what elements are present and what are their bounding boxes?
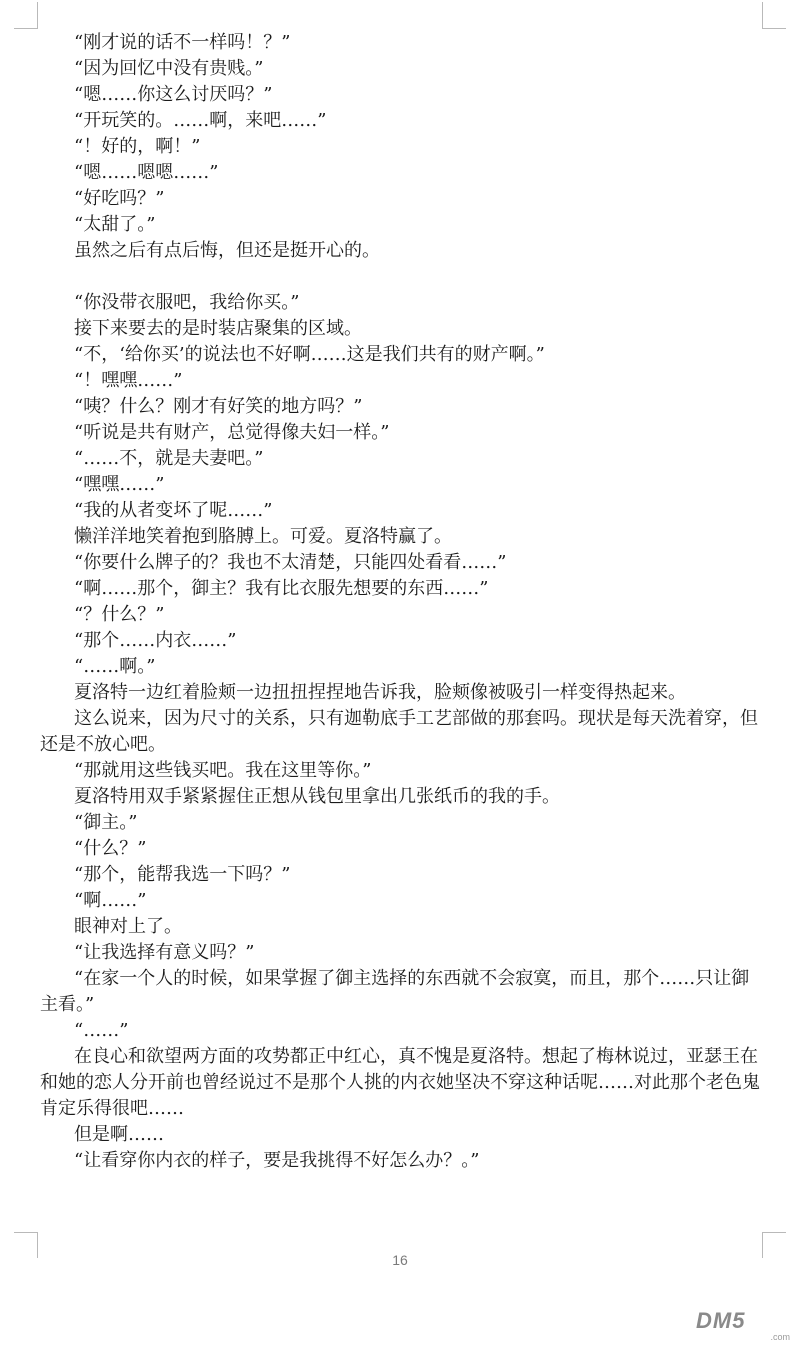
text-line: 夏洛特一边红着脸颊一边扭扭捏捏地告诉我，脸颊像被吸引一样变得热起来。 <box>74 682 686 703</box>
blank-line <box>40 264 760 290</box>
text-line: 虽然之后有点后悔，但还是挺开心的。 <box>74 240 380 261</box>
text-line: “啊……那个，御主？我有比衣服先想要的东西……” <box>74 578 489 599</box>
text-line: “不，‘给你买’的说法也不好啊……这是我们共有的财产啊。” <box>74 344 545 365</box>
text-line: “御主。” <box>74 812 138 833</box>
text-line: “……” <box>74 1020 129 1041</box>
text-line: “！好的，啊！” <box>74 136 201 157</box>
text-line: “你没带衣服吧，我给你买。” <box>74 292 300 313</box>
text-line: “让看穿你内衣的样子，要是我挑得不好怎么办？。” <box>74 1150 480 1171</box>
text-line: “嗯……你这么讨厌吗？” <box>74 84 273 105</box>
text-line: “什么？” <box>74 838 147 859</box>
text-line: 接下来要去的是时装店聚集的区域。 <box>74 318 362 339</box>
text-line: “啊……” <box>74 890 147 911</box>
text-line: “开玩笑的。……啊，来吧……” <box>74 110 327 131</box>
document-body <box>40 30 760 1174</box>
text-line: “你要什么牌子的？我也不太清楚，只能四处看看……” <box>74 552 507 573</box>
text-line: “……啊。” <box>74 656 156 677</box>
text-line: 眼神对上了。 <box>74 916 182 937</box>
text-line: “嗯……嗯嗯……” <box>74 162 219 183</box>
text-line: “！嘿嘿……” <box>74 370 183 391</box>
text-line: “因为回忆中没有贵贱。” <box>74 58 264 79</box>
watermark-logo <box>696 1306 792 1342</box>
text-line: “那就用这些钱买吧。我在这里等你。” <box>74 760 372 781</box>
text-line: “在家一个人的时候，如果掌握了御主选择的东西就不会寂寞，而且，那个……只让御主看。” <box>40 968 750 1015</box>
text-line: “嘿嘿……” <box>74 474 165 495</box>
text-line: 但是啊…… <box>74 1124 164 1145</box>
corner-mark-bottom-right-h <box>762 1232 786 1233</box>
corner-mark-bottom-left-h <box>14 1232 38 1233</box>
text-line: “我的从者变坏了呢……” <box>74 500 273 521</box>
text-line: “刚才说的话不一样吗！？” <box>74 32 291 53</box>
text-line: “？什么？” <box>74 604 165 625</box>
text-line: “太甜了。” <box>74 214 156 235</box>
corner-mark-top-left-h <box>14 28 38 29</box>
corner-mark-top-right-v <box>762 2 763 28</box>
text-line: “听说是共有财产，总觉得像夫妇一样。” <box>74 422 390 443</box>
text-line: “让我选择有意义吗？” <box>74 942 255 963</box>
corner-mark-top-right-h <box>762 28 786 29</box>
text-line: 这么说来，因为尺寸的关系，只有迦勒底手工艺部做的那套吗。现状是每天洗着穿，但还是不放心吧。 <box>40 708 758 755</box>
text-line: 夏洛特用双手紧紧握住正想从钱包里拿出几张纸币的我的手。 <box>74 786 560 807</box>
text-line: “咦？什么？刚才有好笑的地方吗？” <box>74 396 363 417</box>
text-line: 懒洋洋地笑着抱到胳膊上。可爱。夏洛特赢了。 <box>74 526 452 547</box>
text-line: 在良心和欲望两方面的攻势都正中红心，真不愧是夏洛特。想起了梅林说过，亚瑟王在和她的恋人分开前也曾经说过不是那个人挑的内衣她坚决不穿这种话呢……对此那个老色鬼肯定乐得很吧…… <box>40 1046 760 1119</box>
text-line: “……不，就是夫妻吧。” <box>74 448 264 469</box>
text-line: “那个，能帮我选一下吗？” <box>74 864 291 885</box>
text-line: “好吃吗？” <box>74 188 165 209</box>
page-number: 16 <box>392 1252 408 1268</box>
text-line: “那个……内衣……” <box>74 630 237 651</box>
watermark-suffix: .com <box>770 1332 790 1342</box>
watermark-text: DM5 <box>696 1308 746 1333</box>
corner-mark-top-left-v <box>37 2 38 28</box>
